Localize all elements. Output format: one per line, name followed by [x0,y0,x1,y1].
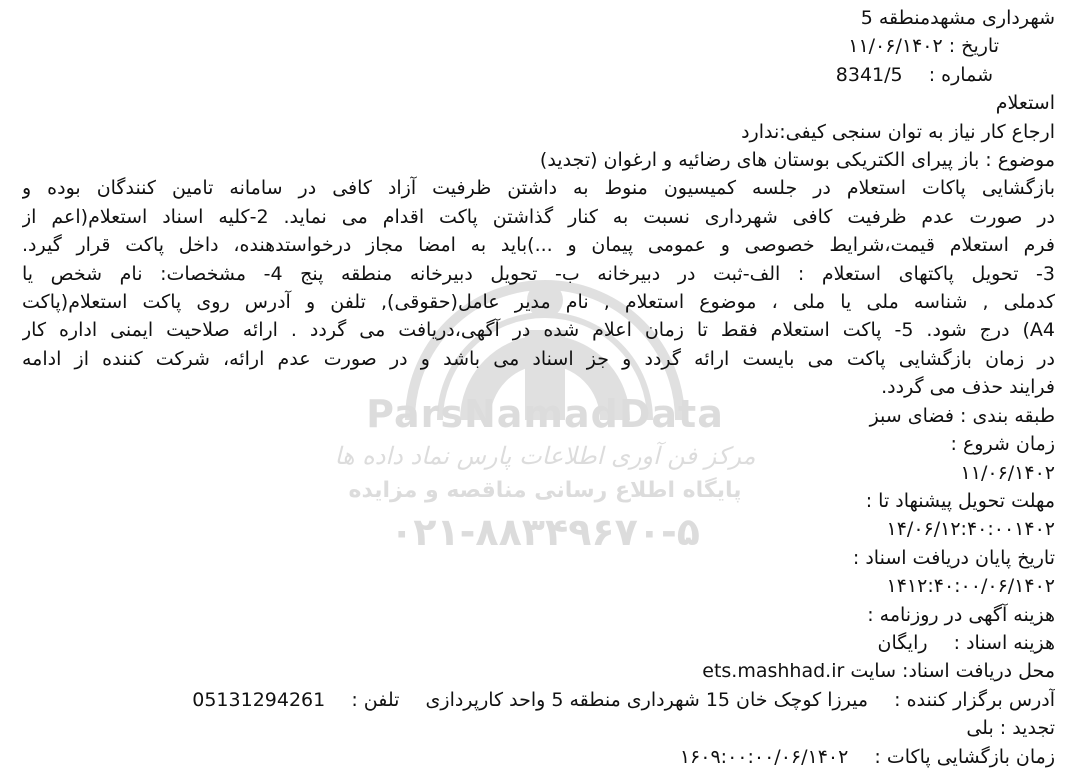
body-line: کدملی , شناسه ملی یا ملی ، موضوع استعلام , نام مدیر عامل(حقوقی), تلفن و آدرس روی پاکت استعلام(پاکت [22,291,1055,314]
body-line: فرایند حذف می گردد. [881,376,1055,399]
watermark-line2: پایگاه اطلاع رسانی مناقصه و مزایده [348,478,742,503]
start-label: زمان شروع : [950,433,1055,456]
announcement-date: تاریخ : ۱۱/۰۶/۱۴۰۲ [848,35,999,58]
category-line: طبقه بندی : فضای سبز [869,404,1055,427]
body-line: بازگشایی پاکات استعلام در جلسه کمیسیون منوط به داشتن ظرفیت آزاد کافی در سامانه تامین کنندگان بوده و [22,177,1055,200]
doc-cost-line [22,629,1055,657]
municipality-name: شهرداری مشهدمنطقه 5 [860,7,1055,29]
referral-line: ارجاع کار نیاز به توان سنجی کیفی:ندارد [741,120,1055,143]
number-label: شماره : [928,63,993,86]
doc-place-link[interactable]: ets.mashhad.ir [702,660,845,683]
number-value: 8341/5 [835,63,903,86]
start-value: ۱۱/۰۶/۱۴۰۲ [960,461,1055,484]
deadline-label: مهلت تحویل پیشنهاد تا : [865,489,1055,512]
doc-end-value: ۱۴۱۲:۴۰:۰۰/۰۶/۱۴۰۲ [886,575,1055,598]
address-value: میرزا کوچک خان 15 شهرداری منطقه 5 واحد کارپردازی [425,688,869,711]
address-label: آدرس برگزار کننده : [894,688,1055,711]
body-line: A4) درج شود. 5- پاکت استعلام فقط تا زمان اعلام شده در آگهی،دریافت می گردد . ارائه صلاحیت ایمنی اداره کار [22,319,1055,342]
announcement-number [22,61,1055,89]
watermark-phone: ۰۲۱-۸۸۳۴۹۶۷۰-۵ [390,510,700,554]
deadline-value: ۱۴/۰۶/۱۲:۴۰:۰۰۱۴۰۲ [886,518,1055,541]
watermark-brand: ParsNamadData [366,392,724,436]
phone-value: 05131294261 [192,688,326,711]
body-line: در زمان بازگشایی پاکت می بایست ارائه گردد و جز اسناد می باشد و در صورت عدم ارائه، شرکت کننده از ادامه [22,347,1055,370]
doc-end-label: تاریخ پایان دریافت اسناد : [852,546,1055,569]
address-line [22,686,1055,714]
phone-label: تلفن : [351,688,400,711]
document-title: استعلام [995,92,1055,115]
doc-cost-label: هزینه اسناد : [953,631,1055,654]
ad-cost-line: هزینه آگهی در روزنامه : [867,603,1055,626]
renewal-line: تجدید : بلی [966,717,1055,740]
body-line: در صورت عدم ظرفیت کافی شهرداری نسبت به کنار گذاشتن پاکت اقدام می نماید. 2-کلیه اسناد استعلام(اعم از [22,205,1055,228]
opening-value: ۱۶۰۹:۰۰:۰۰/۰۶/۱۴۰۲ [679,745,849,768]
doc-place-line [22,657,1055,685]
body-line: 3- تحویل پاکتهای استعلام : الف-ثبت در دبیرخانه ب- تحویل دبیرخانه منطقه پنج 4- مشخصات: نام شخص یا [22,262,1055,285]
doc-cost-value: رایگان [877,631,928,654]
opening-label: زمان بازگشایی پاکات : [874,745,1055,768]
doc-place-label: محل دریافت اسناد: سایت [850,660,1055,683]
body-line: فرم استعلام قیمت،شرایط خصوصی و عمومی پیمان و ...)باید به امضا مجاز درخواستدهنده، داخل پاکت قرار گیرد. [22,234,1055,257]
subject-line: موضوع : باز پیرای الکتریکی بوستان های رضائیه و ارغوان (تجدید) [539,149,1055,172]
watermark-line1: مرکز فن آوری اطلاعات پارس نماد داده ها [334,442,756,470]
